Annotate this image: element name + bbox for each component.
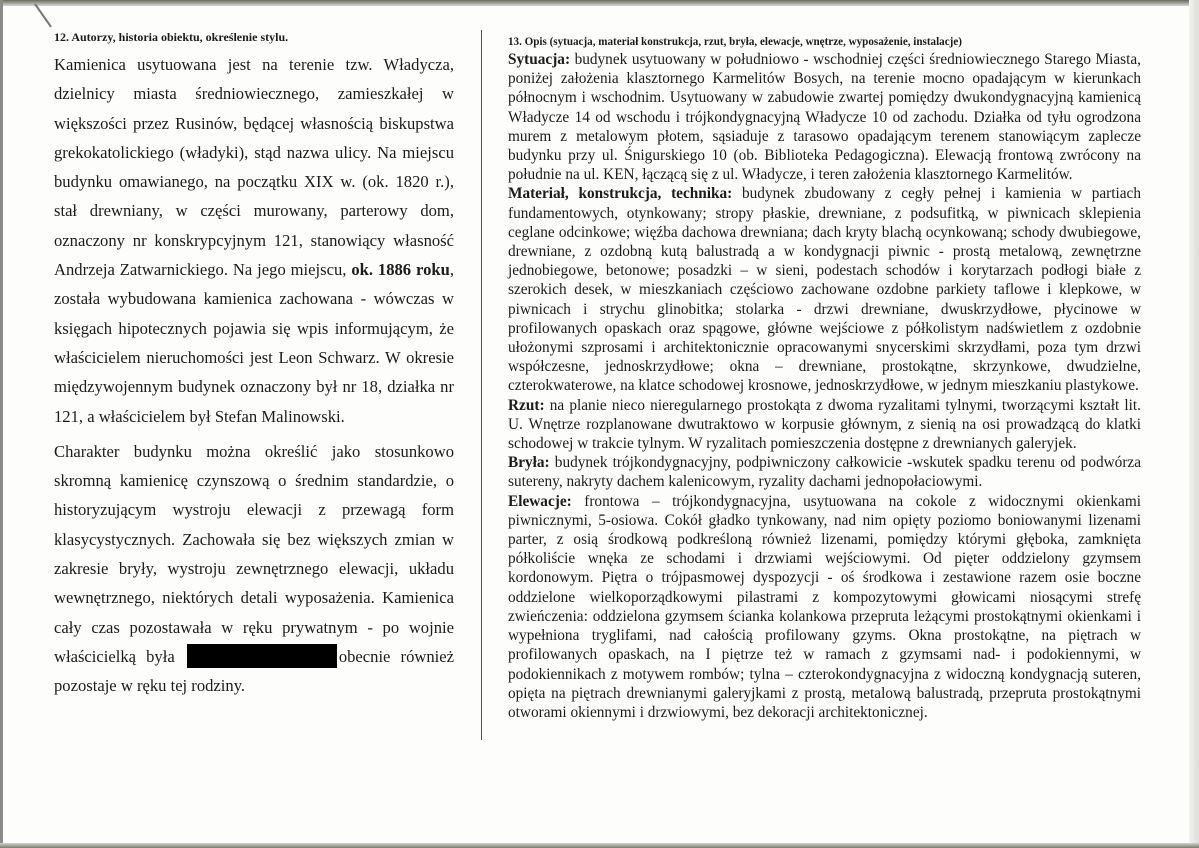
- character-text-after: obecnie również pozostaje w ręku tej rodziny.: [54, 646, 454, 696]
- character-paragraph: [54, 437, 454, 701]
- section-13-description: [508, 34, 1141, 722]
- entry-text: frontowa – trójkondygnacyjna, usytuowana na cokole z widocznymi okienkami piwnicznymi, 5-osiowa. Cokół gładko tynkowany, nad nim opięty poziomo boniowanymi lizenami parter, z osią środkową podkreśloną również lizenami, pomiędzy którymi głęboka, zamknięta półkoliście wnęka ze schodami i drzwiami wejściowymi. Od pięter oddzielony gzymsem kordonowym. Piętra o trójpasmowej dyspozycji - oś środkowa i zestawione razem osie boczne oddzielone wielkoporządkowymi pilastrami z kompozytowymi głowicami niosącymi strefę zwieńczenia: oddzielona gzymsem ścianka kolankowa przepruta leżącymi prostokątnymi okienkami i wypełniona tryglifami, nad całością profilowany gzyms. Okna prostokątne, na piętrach w profilowanych opaskach, na I piętrze też w ramach z gzymsami nad- i podokiennymi, w podokiennikach z motywem rombów; tylna – czterokondygnacyjna z widoczną kondygnacją suteren, opięta na piętrach drewnianymi galeryjkami z prostą, metalową balustradą, przepruta prostokątnymi otworami okiennymi i drzwiowymi, bez dekoracji architektonicznej.: [508, 492, 1141, 721]
- entry-plan: [508, 396, 1141, 454]
- entry-label: Sytuacja:: [508, 51, 571, 68]
- entry-massing: [508, 453, 1141, 491]
- entry-text: budynek trójkondygnacyjny, podpiwniczony całkowicie -wskutek spadku terenu od podwórza sutereny, nakryty dachem kalenicowym, ryzality dachami jednopołaciowymi.: [508, 454, 1141, 491]
- entry-label: Elewacje:: [508, 492, 572, 510]
- history-text-part1: Kamienica usytuowana jest na terenie tzw. Władycza, dzielnicy miasta średniowiecznego, zamieszkałej w większości przez Rusinów, będącej własnością biskupstwa grekokatolickiego (władyki), stąd nazwa ulicy. Na miejscu budynku omawianego, na początku XIX w. (ok. 1820 r.), stał drewniany, w części murowany, parterowy dom, oznaczony nr konskrypcyjnym 121, stanowiący własność Andrzeja Zatwarnickiego. Na jego miejscu,: [54, 55, 454, 280]
- entry-label: Bryła:: [508, 454, 550, 472]
- entry-text: na planie nieco nieregularnego prostokąta z dwoma ryzalitami tylnymi, tworzącymi kształt lit. U. Wnętrze rozplanowane dwutraktowo w korpusie głównym, z sienią na osi prowadzącą do klatki schodowej w trakcie tylnym. W ryzalitach pomieszczenia dostępne z drewnianych galeryjek.: [508, 396, 1141, 453]
- entry-text: budynek usytuowany w południowo - wschodniej części średniowiecznego Starego Miasta, poniżej założenia klasztornego Karmelitów Bosych, na terenie mocno opadającym w kierunkach północnym i wschodnim. Usytuowany w zabudowie zwartej pomiędzy dwukondygnacyjną kamienicą Władycze 14 od wschodu i trójkondygnacyjną Władycze 10 od zachodu. Działka od tyłu ogrodzona murem z metalowym płotem, sąsiaduje z tarasowo opadającym terenem stanowiącym zaplecze budynku przy ul. Śnigurskiego 10 (ob. Biblioteka Pedagogiczna). Elewacją frontową zwrócony na południe na ul. KEN, łączącą się z ul. Władycze, i teren założenia klasztornego Karmelitów.: [508, 51, 1141, 184]
- entry-label: Materiał, konstrukcja, technika:: [508, 185, 733, 203]
- history-text-part2: , została wybudowana kamienica zachowana - wówczas w księgach hipotecznych pojawia się wpis informującym, że właścicielem nieruchomości jest Leon Schwarz. W okresie międzywojennym budynek oznaczony był nr 18, działka nr 121, a właścicielem był Stefan Malinowski.: [54, 260, 454, 426]
- entry-label: Rzut:: [508, 396, 545, 414]
- entry-text: budynek zbudowany z cegły pełnej i kamienia w partiach fundamentowych, otynkowany; stropy płaskie, drewniane, z podsufitką, w piwnicach sklepienia ceglane odcinkowe; więźba dachowa drewniana; dach kryty blachą ocynkowaną; schody dwubiegowe, drewniane, z ozdobną kutą balustradą a w kondygnacji piwnic - prostą metalową, zewnętrzne jednobiegowe, betonowe; posadzki – w sieni, podestach schodów i korytarzach podłogi białe z szerokich desek, w mieszkaniach częściowo zachowane ozdobne parkiety taflowe i klepkowe, w piwnicach i strychu glinobitka; stolarka - drzwi drewniane, dwuskrzydłowe, płycinowe w profilowanych opaskach oraz spągowe, główne wejściowe z półkolistym nadświetlem z ozdobnie ułożonymi szprosami i architektonicznie opracowanymi snycerskimi skrzydłami, poza tym drzwi współczesne, jednoskrzydłowe; okna – drewniane, prostokątne, skrzynkowe, dwudzielne, czterokwaterowe, na klatce schodowej krosnowe, jednoskrzydłowe, w jednym mieszkaniu plastykowe.: [508, 185, 1141, 395]
- section-12-body: [54, 50, 454, 701]
- section-divider-line: [481, 30, 482, 740]
- history-paragraph: [54, 50, 454, 431]
- section-13-body: [508, 50, 1141, 722]
- section-13-heading: 13. Opis (sytuacja, materiał konstrukcja, rzut, bryła, elewacje, wnętrze, wyposażenie, instalacje): [508, 34, 962, 48]
- entry-material: [508, 184, 1141, 395]
- scan-edge-right: [1189, 0, 1199, 848]
- scan-edge-left: [0, 0, 3, 848]
- redacted-owner-name: [187, 644, 337, 668]
- entry-situation: [508, 50, 1141, 184]
- scan-edge-bottom: [0, 843, 1199, 848]
- section-12-history: [54, 30, 454, 701]
- paper-crease-mark: [34, 3, 52, 27]
- character-text-before: Charakter budynku można określić jako stosunkowo skromną kamienicę czynszową o średnim standardzie, o historyzującym wystroju elewacji z przewagą form klasycystycznych. Zachowała się bez większych zmian w zakresie bryły, wystroju zewnętrznego elewacji, układu wewnętrznego, niektórych detali wyposażenia. Kamienica cały czas pozostawała w ręku prywatnym - po wojnie właścicielką była: [54, 441, 454, 666]
- history-date-bold: ok. 1886 roku: [351, 260, 450, 280]
- entry-elevations: [508, 492, 1141, 722]
- section-12-heading: 12. Autorzy, historia obiektu, określenie stylu.: [54, 30, 289, 44]
- scan-edge-top: [0, 0, 1199, 6]
